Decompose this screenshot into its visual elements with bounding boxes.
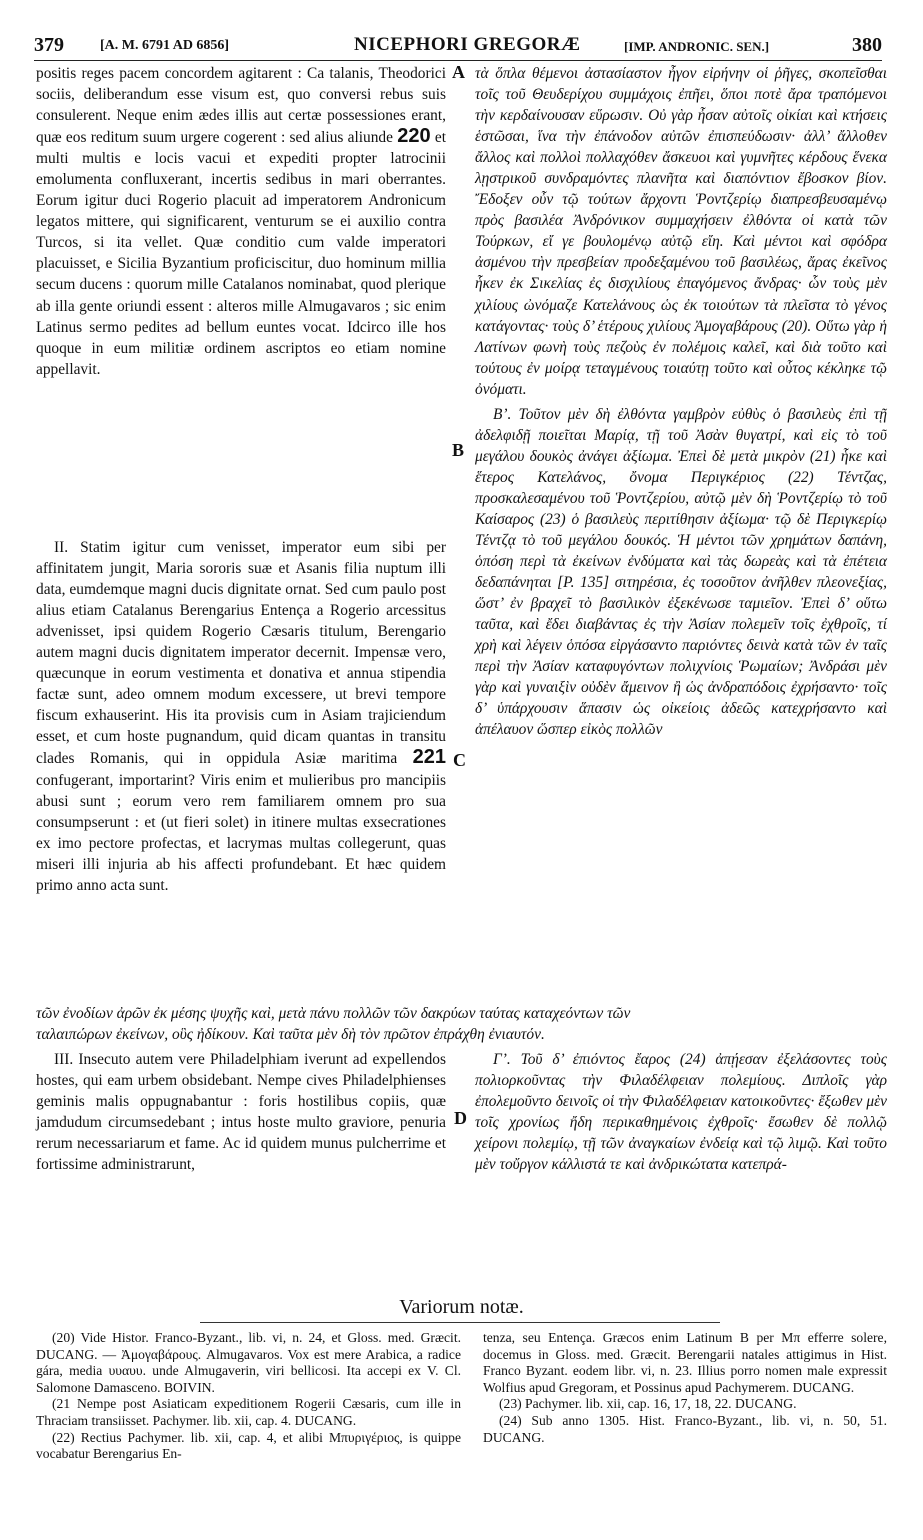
date-range-right: [IMP. ANDRONIC. SEN.]	[624, 39, 770, 54]
date-range-left: [A. M. 6791 AD 6856]	[100, 38, 230, 53]
greek-full-line-1: τῶν ἐνοδίων ἀρῶν ἐκ μέσης ψυχῆς καὶ, μετὰ πάνυ πολλῶν τῶν δακρύων ταύτας καταχεόντων τῶν	[36, 1005, 631, 1022]
note-23: (23) Pachymer. lib. xii, cap. 16, 17, 18, 22. DUCANG.	[499, 1396, 797, 1412]
latin-column-lower	[36, 1049, 446, 1175]
notes-column-left	[36, 1330, 461, 1463]
latin-text-2a: II. Statim igitur cum venisset, imperator eum sibi per affinitatem jungit, Maria sororis suæ et Asanis filia nuptum illi data, eumdemque magni ducis dignitate ornat. Sed cum paulo post alius etiam Catalanus Berengarius Entença a Rogerio arcessitus advenisset, ipsi quidem Rogerio Cæsaris titulum, Berengario autem magni ducis dignitatem imperator decernit. Impensæ vero, quæcunque in eorum vestimenta et donativa et annua stipendia factæ sunt, adeo omnem modum excessere, ut brevi tempore fiscum exhauserint. His ita provisis cum in Asiam trajiciendum esset, et cum hoste pugnandum, quid dicam quantas in transitu clades Romanis, qui in oppidula Asiæ maritima	[36, 539, 446, 768]
latin-paragraph-1	[36, 63, 446, 380]
note-22-continued: tenza, seu Entença. Græcos enim Latinum B per Mπ efferre solere, docemus in Gloss. med. Græcit. Berengarii natales attigimus in Hist. Franco Byzant. eodem libr. vi, n. 23. Illius porro nomen male expressit Wolfius apud Gregoram, et Possinus apud Pachymerem. DUCANG.	[483, 1330, 887, 1395]
latin-paragraph-3: III. Insecuto autem vere Philadelphiam iverunt ad expellendos hostes, qui eam urbem obsidebant. Nempe cives Philadelphienses geminis malis oppugnabantur : foris hostilibus copiis, quæ jamdudum circumsedebant ; intus hoste multo graviore, penuria rerum necessariarum et fame. Ac id quidem munus pulcherrime et fortissime administrarunt,	[36, 1051, 446, 1174]
latin-text-1b: et multi multis e locis vacui et expediti propter latrocinii emolumenta confluxerant, incertis sedibus in mari oberrantes. Eorum igitur duci Rogerio placuit ad imperatorem Andronicum legatos mittere, qui significarent, venturum se ei auxilio contra Turcos, si ita vellet. Quæ conditio cum valde imperatori placuisset, e Sicilia Byzantium proficiscitur, duo hominum millia secum ducens : quorum mille Catalanos nominabat, quod plerique ab illa gente oriundi essent : alteros mille Almugavaros ; sic enim Latinus sermo pedites ad bellum euntes vocat. Idcirco ille hos quoque in eum militiæ ordinem ascriptos eo etiam nomine appellavit.	[36, 129, 446, 378]
latin-column-upper	[36, 63, 446, 380]
running-title: NICEPHORI GREGORÆ	[354, 34, 581, 55]
notes-divider	[200, 1322, 720, 1323]
greek-paragraph-1: τὰ ὅπλα θέμενοι ἀστασίαστον ἦγον εἰρήνην οἱ ῥῆγες, σκοπεῖσθαι τοῖς τοῦ Θευδερίχου συμμάχοις ἐπῆει, ὅποι ποτὲ ἄρα τραπόμενοι τὴν κερδαίνουσαν εὕρωσιν. Οὐ γὰρ ἦσαν αὐτοῖς οἰκίαι καὶ κτήσεις ἑστῶσαι, ἵνα τὴν ἐπάνοδον αὐτῶν ἐπισπεύδωσιν· ἀλλ’ ἄλλοθεν ἄλλος καὶ πολλοὶ πολλαχόθεν ἄσκευοι καὶ γυμνῆτες κέρδους ἕνεκα λῃστρικοῦ συνδραμόντες πλανῆτα καὶ διαπόντιον ἔβοσκον βίον. Ἔδοξεν οὖν τῷ τούτων ἄρχοντι Ῥοντζερίῳ διαπρεσβευσαμένῳ πρὸς βασιλέα Ἀνδρόνικον συμμαχήσειν ἐλθόντα οἱ κατὰ τῶν Τούρκων, εἴ γε βουλομένῳ αὐτῷ εἴη. Καὶ μέντοι καὶ σφόδρα ἀσμένου τὴν πρεσβείαν προδεξαμένου τοῦ βασιλέως, ἄρας ἐκεῖνος ἧκεν ἐκ Σικελίας ἐς δισχιλίους ἐπαγόμενος ἄνδρας· ὧν τοὺς μὲν χιλίους ὠνόμαζε Κατελάνους ὡς ἐκ τοιούτων τὰ πλεῖστα τὸ γένος κατάγοντας· τοὺς δ’ ἑτέρους χιλίους Ἀμογαβάρους (20). Οὕτω γὰρ ἡ Λατίνων φωνὴ τοὺς πεζοὺς ἐν πολέμοις καλεῖ, καὶ διὰ τοῦτο καὶ τούτους ἐν μοίρᾳ τεταγμένους τοιαύτῃ τοῦτο καὶ οὗτος κέκληκε τῷ ὀνόματι.	[475, 65, 887, 398]
section-marker-c: C	[453, 750, 466, 770]
note-24: (24) Sub anno 1305. Hist. Franco-Byzant., lib. vi, n. 50, 51. DUCANG.	[483, 1412, 887, 1445]
notes-title: Variorum notæ.	[399, 1296, 524, 1318]
notes-column-right	[483, 1330, 887, 1446]
latin-paragraph-2	[36, 537, 446, 896]
running-header	[34, 34, 882, 61]
greek-full-line-2: ταλαιπώρων ἐκείνων, οὓς ἠδίκουν. Καὶ ταῦτα μὲν δὴ τὸν πρῶτον ἐπράχθη ἐνιαυτόν.	[36, 1026, 545, 1043]
section-marker-a: A	[452, 62, 465, 82]
edition-page-220: 220	[397, 125, 431, 148]
greek-column-lower	[475, 1049, 887, 1175]
note-20: (20) Vide Histor. Franco-Byzant., lib. vi, n. 24, et Gloss. med. Græcit. DUCANG. — Ἀμογαβάρους. Almugavaros. Vox est mere Arabica, a radice gára, media υυαυυ. unde Almugaverin, viri bellicosi. Ita accepi ex V. Cl. Salomone Damasceno. BOIVIN.	[36, 1330, 461, 1395]
greek-column-upper	[475, 63, 887, 741]
note-21: (21 Nempe post Asiaticam expeditionem Rogerii Cæsaris, cum ille in Thraciam transiisset. Pachymer. lib. xii, cap. 4. DUCANG.	[36, 1396, 461, 1428]
section-marker-d: D	[454, 1108, 467, 1128]
greek-paragraph-2: Β’. Τοῦτον μὲν δὴ ἐλθόντα γαμβρὸν εὐθὺς ὁ βασιλεὺς ἐπὶ τῇ ἀδελφιδῇ ποιεῖται Μαρίᾳ, τῇ τοῦ Ἀσὰν θυγατρί, καὶ εἰς τὸ τοῦ μεγάλου δουκὸς ἀνάγει ἀξίωμα. Ἐπεὶ δὲ μετὰ μικρὸν (21) ἧκε καὶ ἕτερος Κατελάνος, ὄνομα Περιγκέριος (22) Τέντζας, προσκαλεσαμένου τοῦ Ῥοντζερίου, αὐτῷ μὲν δὴ Ῥοντζερίῳ τὸ τοῦ Καίσαρος (23) ὁ βασιλεὺς περιτίθησιν ἀξίωμα· τῷ δὲ Περιγκερίῳ Τέντζᾳ τὸ τοῦ μεγάλου δουκός. Ἡ μέντοι τῶν χρημάτων δαπάνη, ὁπόση περὶ τὰ ἐκείνων ἐνδύματα καὶ τὰς δωρεὰς καὶ τὰ ἐπέτεια δεδαπάνηται [P. 135] σιτηρέσια, ἐς τοσοῦτον ἀνῆλθεν πλεονεξίας, ὥστ’ ἐν βραχεῖ τὸ βασιλικὸν ἐξεκένωσε ταμιεῖον. Ἐπεὶ δ’ οὕτω ταῦτα, καὶ ἔδει διαβάντας ἐς τὴν Ἀσίαν πολεμεῖν τοῖς ἐχθροῖς, τί χρὴ καὶ λέγειν ὁπόσα εἰργάσαντο παριόντες δεινὰ κατὰ τῶν ἐν ταῖς περὶ τὴν Ἀσίαν καταφυγόντων πολιχνίοις Ῥωμαίων; Ἀνδράσι μὲν γὰρ καὶ γυναιξὶν οὐδὲν ἄμεινον ἢ ὡς ἀνδραπόδοις ἐχρήσαντο· τοῖς δ’ ὑπάρχουσιν ἅπασιν ὡς οἰκείοις ἀδεῶς κατεχρήσαντο καὶ ἀπέλαυον ὥσπερ εἰκὸς πολλῶν	[475, 405, 887, 739]
section-marker-b: B	[452, 440, 465, 460]
page-number-left: 379	[34, 34, 64, 56]
edition-page-221: 221	[412, 746, 446, 769]
latin-text-1a: positis reges pacem concordem agitarent : Ca talanis, Theodorici sociis, deliberandum esse visum est, quo conversi rebus suis consulerent. Neque enim ædes illis aut certæ possessiones erant, quæ eos reditum suum urgere cogerent : sed alius aliunde	[36, 65, 446, 147]
page-number-right: 380	[852, 34, 882, 56]
note-22: (22) Rectius Pachymer. lib. xii, cap. 4, et alibi Μπυριγέριος, is quippe vocabatur Berengarius En-	[36, 1429, 461, 1462]
greek-paragraph-3: Γ’. Τοῦ δ’ ἐπιόντος ἔαρος (24) ἀπῄεσαν ἐξελάσοντες τοὺς πολιορκοῦντας τὴν Φιλαδέλφειαν πολεμίους. Διπλοῖς γὰρ ἐπολεμοῦντο δεινοῖς οἱ τὴν Φιλαδέλφειαν κατοικοῦντες· ἔξωθεν μὲν τοῖς χρονίως ἤδη περικαθημένοις ἐχθροῖς· ἔσωθεν δὲ πολλῷ χείρονι πολεμίῳ, τῇ τῶν ἀναγκαίων ἐνδείᾳ καὶ τῷ λιμῷ. Καὶ τοῦτο μὲν τοὔργον κάλλιστά τε καὶ ἀνδρικώτατα κατεπρά-	[475, 1051, 887, 1174]
latin-text-2b: confugerant, importarint? Viris enim et mulieribus pro mancipiis abusi sunt ; eorum vero rem familiarem omnem pro sua consumpserunt : et (ut fieri solet) in itinere multas exsecrationes ex imo pectore profectas, et lacrymas multas collegerunt, quas miseri illi injuria ab his affecti profundebant. Et hæc quidem primo anno acta sunt.	[36, 771, 446, 894]
latin-column-middle	[36, 537, 446, 896]
